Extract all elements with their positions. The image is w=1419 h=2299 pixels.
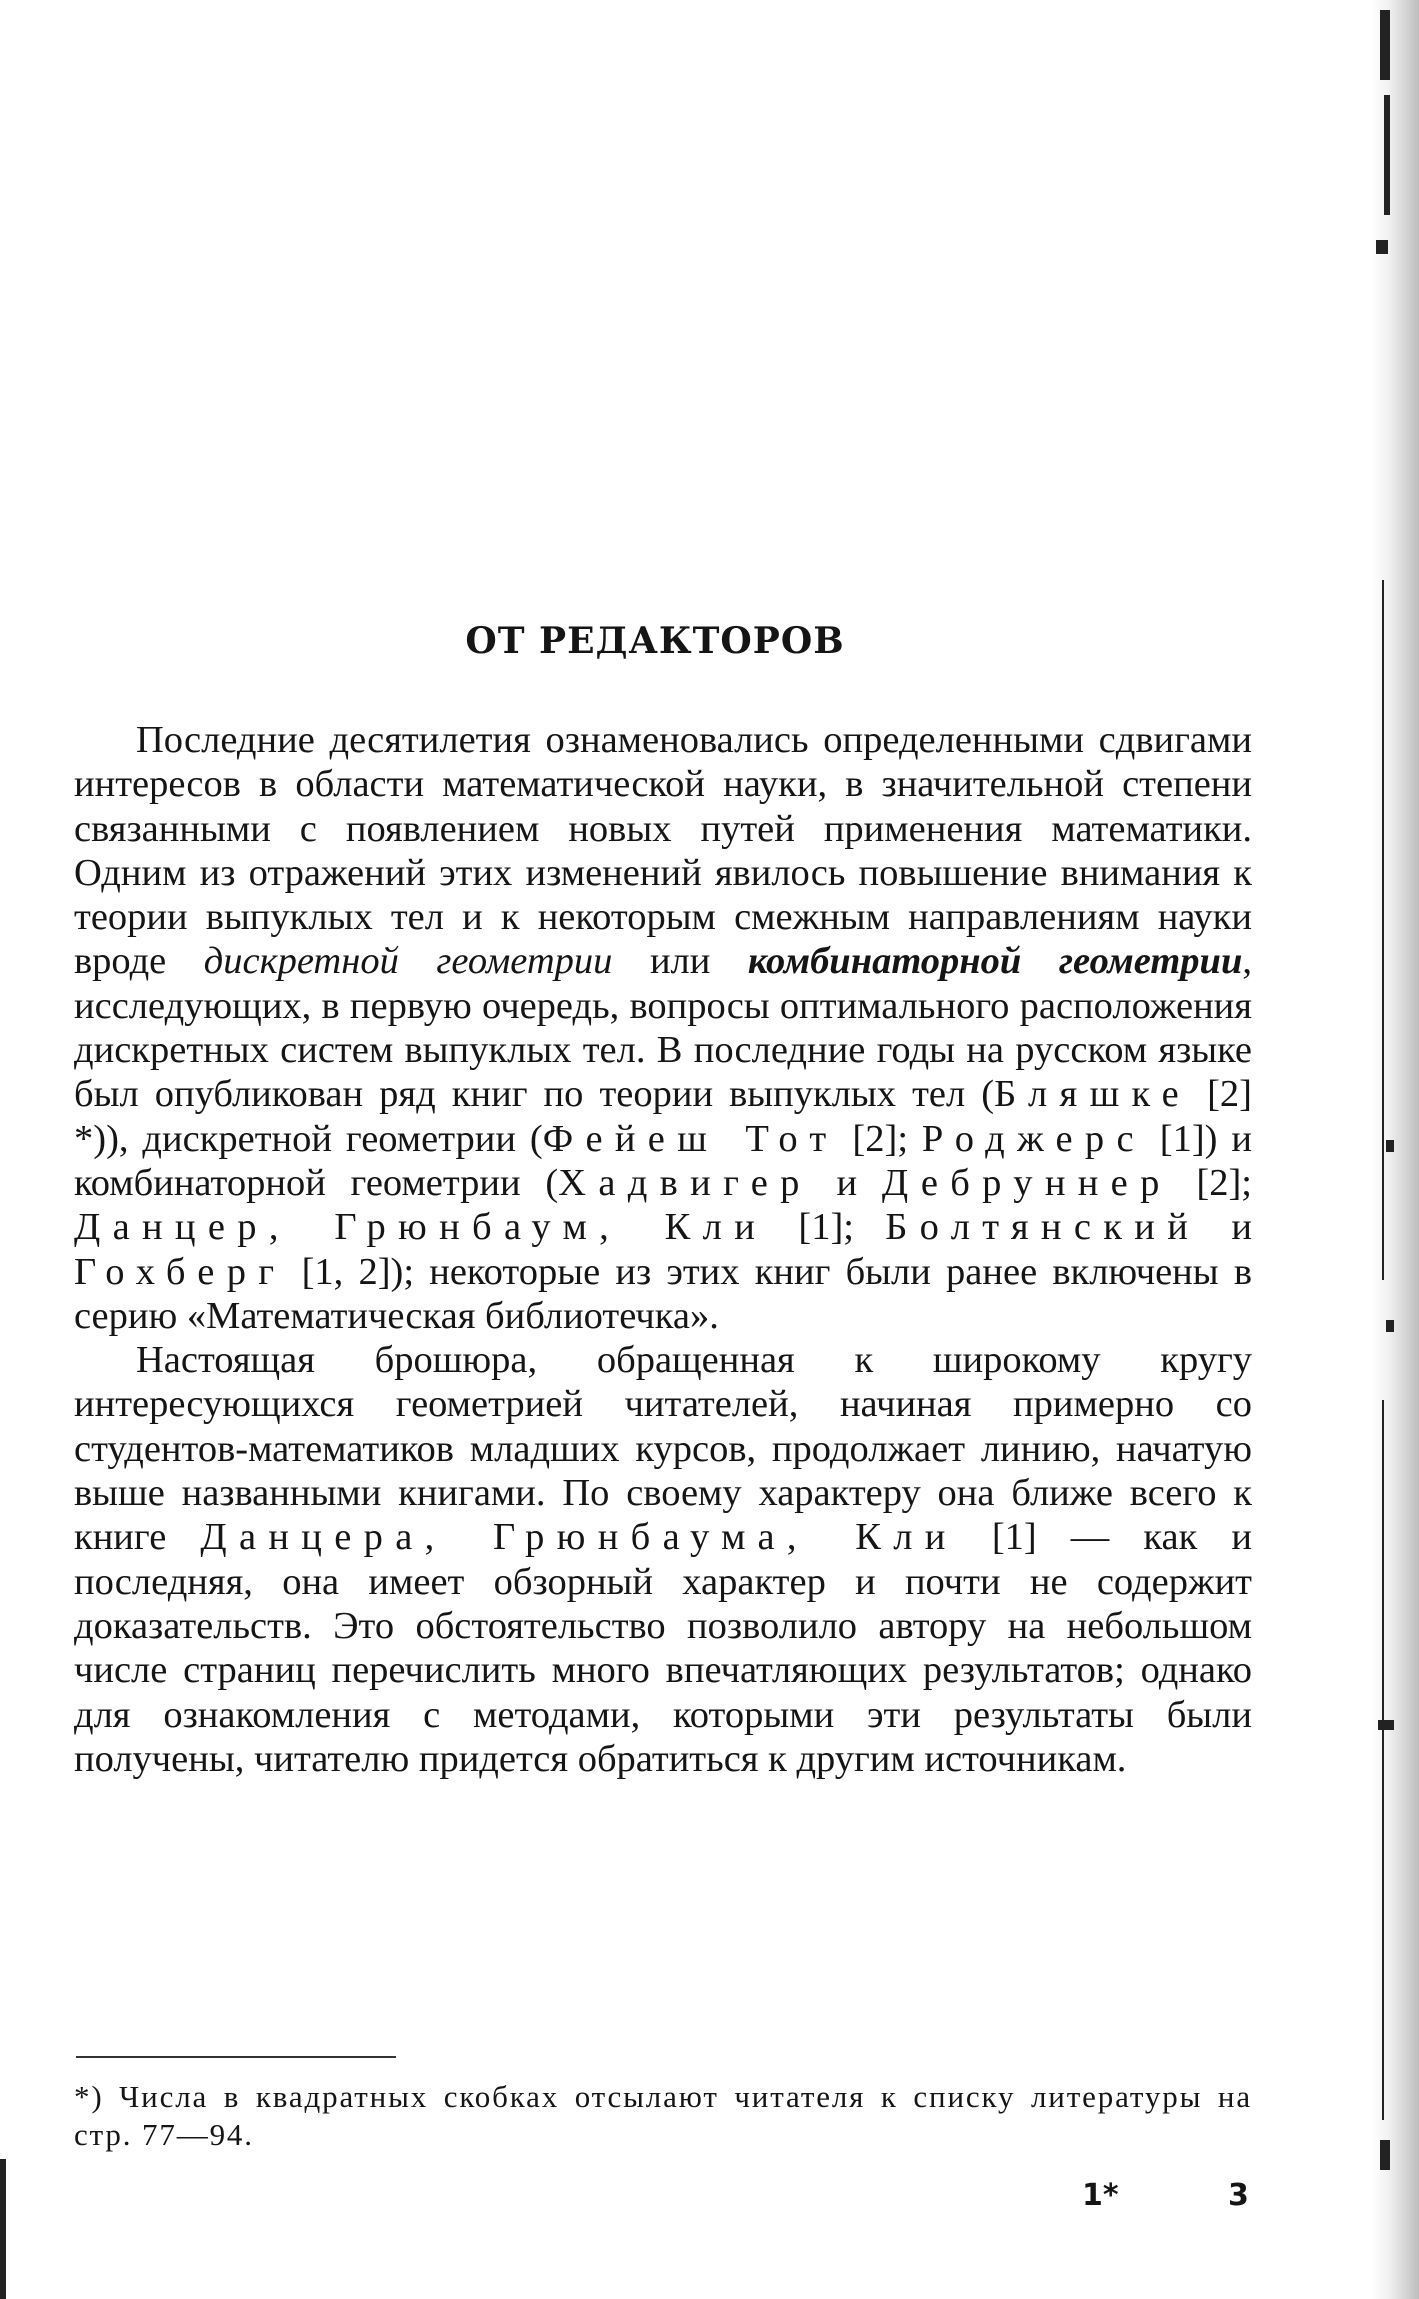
text-run: и	[811, 1161, 882, 1204]
text-run: [1, 2]); некоторые из этих книг были ранее включены в серию «Математическая библиотечка».	[74, 1250, 1252, 1337]
text-run: [2] *)), дискретной геометрии (	[74, 1073, 1252, 1160]
text-run: и	[1200, 1206, 1252, 1249]
footnote: *) Числа в квадратных скобках отсылают читателя к списку литературы на стр. 77—94.	[74, 2079, 1252, 2152]
text-run: [1]) и комбинаторной геометрии (	[74, 1117, 1252, 1204]
text-run: Последние десятилетия ознаменовались определенными сдвигами интересов в области математической науки, в значительной степени связанными с появлением новых путей применения математики. Одним из отражений этих изменений явилось повышение внимания к теории выпуклых тел и к некоторым смежным направлениям науки вроде	[74, 719, 1252, 983]
page-number: 3	[1228, 2178, 1249, 2213]
paragraph-1	[74, 718, 1252, 1338]
emphasized-term: дискретной геометрии	[203, 940, 613, 983]
author-name: Роджерс	[921, 1117, 1146, 1160]
author-name: Данцера, Грюнбаума, Кли	[200, 1516, 958, 1559]
text-run: , исследующих, в первую очередь, вопросы оптимального расположения дискретных систем выпуклых тел. В последние годы на русском языке был опубликован ряд книг по теории выпуклых тел (	[74, 940, 1253, 1116]
author-name: Гохберг	[74, 1250, 287, 1293]
body-text	[74, 718, 1252, 1781]
text-run: [2];	[1171, 1161, 1252, 1204]
author-name: Фейеш Тот	[542, 1117, 839, 1160]
scan-edge	[1372, 0, 1419, 2299]
footnote-divider	[76, 2056, 396, 2058]
signature-mark: 1*	[1082, 2178, 1119, 2213]
author-name: Данцер, Грюнбаум, Кли	[74, 1206, 768, 1249]
author-name: Дебруннер	[881, 1161, 1172, 1204]
page-title: ОТ РЕДАКТОРОВ	[465, 620, 845, 662]
scan-left-edge	[0, 2159, 6, 2299]
emphasized-term: комбинаторной геометрии	[747, 940, 1243, 983]
author-name: Хадвигер	[558, 1161, 812, 1204]
author-name: Бляшке	[994, 1073, 1192, 1116]
text-run: Настоящая брошюра, обращенная к широкому кругу интересующихся геометрией читателей, начиная примерно со студентов-математиков младших курсов, продолжает линию, начатую выше названными книгами. По своему характеру она ближе всего к книге	[74, 1339, 1252, 1559]
text-run: [1] — как и последняя, она имеет обзорный характер и почти не содержит доказательств. Это обстоятельство позволило автору на небольшом числе страниц перечислить много впечатляющих результатов; однако для ознакомления с методами, которыми эти результаты были получены, читателю придется обратиться к другим источникам.	[74, 1516, 1252, 1780]
author-name: Болтянский	[885, 1206, 1201, 1249]
paragraph-2	[74, 1338, 1252, 1781]
text-run: [1];	[767, 1206, 886, 1249]
text-run: [2];	[838, 1117, 922, 1160]
text-run: или	[612, 940, 748, 983]
